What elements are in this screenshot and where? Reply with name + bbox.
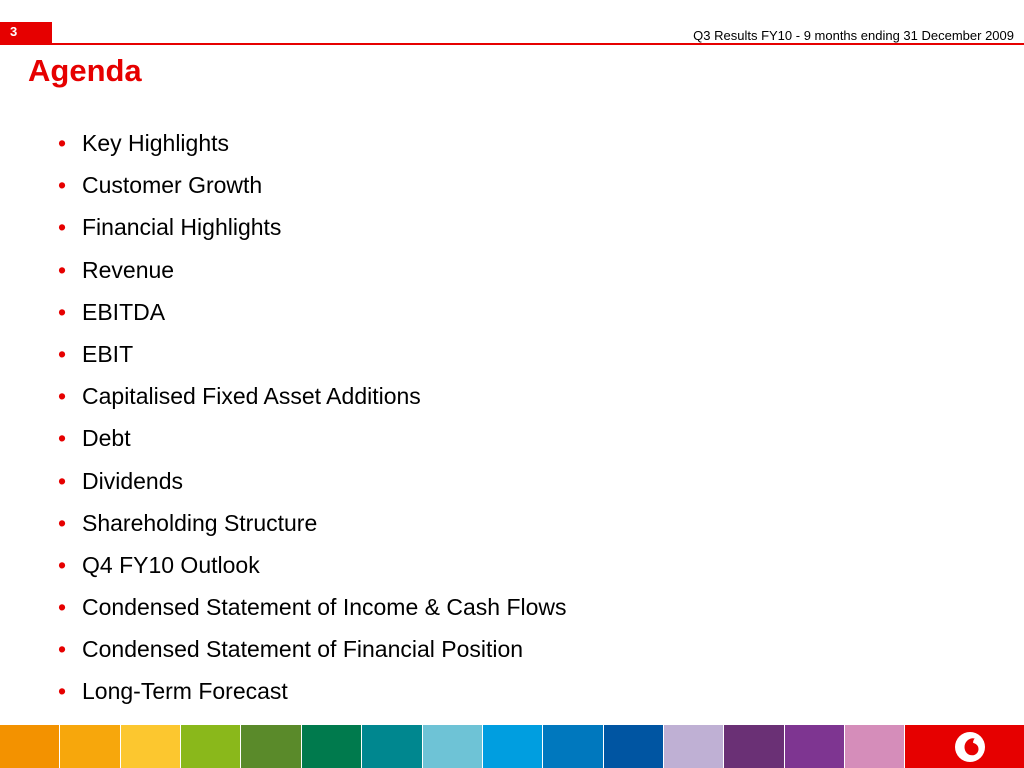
agenda-item — [58, 544, 567, 586]
footer-color-block — [423, 725, 483, 768]
footer-color-block — [362, 725, 422, 768]
agenda-item — [58, 164, 567, 206]
footer-color-block — [664, 725, 724, 768]
agenda-item — [58, 375, 567, 417]
bullet-icon: • — [58, 256, 67, 283]
bullet-icon: • — [58, 678, 67, 705]
bullet-icon: • — [58, 509, 67, 536]
bullet-icon: • — [58, 551, 67, 578]
footer-color-block — [845, 725, 905, 768]
agenda-item-label: EBITDA — [82, 298, 166, 325]
agenda-item — [58, 249, 567, 291]
footer-color-block — [241, 725, 301, 768]
footer-logo-block — [905, 725, 1024, 768]
agenda-item — [58, 291, 567, 333]
footer-color-block — [785, 725, 845, 768]
agenda-item — [58, 206, 567, 248]
agenda-item-label: Capitalised Fixed Asset Additions — [82, 383, 421, 410]
agenda-item-label: Financial Highlights — [82, 214, 282, 241]
agenda-item-label: Customer Growth — [82, 172, 263, 199]
bullet-icon: • — [58, 594, 67, 621]
bullet-icon: • — [58, 340, 67, 367]
bullet-icon: • — [58, 214, 67, 241]
agenda-item — [58, 417, 567, 459]
agenda-item-label: Shareholding Structure — [82, 509, 318, 536]
footer-color-block — [60, 725, 120, 768]
agenda-item-label: Q4 FY10 Outlook — [82, 551, 260, 578]
agenda-item-label: Condensed Statement of Financial Position — [82, 636, 524, 663]
agenda-item-label: Dividends — [82, 467, 183, 494]
footer-color-block — [604, 725, 664, 768]
bullet-icon: • — [58, 425, 67, 452]
bullet-icon: • — [58, 383, 67, 410]
footer-color-block — [724, 725, 784, 768]
agenda-item-label: EBIT — [82, 340, 134, 367]
bullet-icon: • — [58, 467, 67, 494]
agenda-item — [58, 502, 567, 544]
agenda-item-label: Key Highlights — [82, 130, 230, 156]
agenda-item-label: Condensed Statement of Income & Cash Flows — [82, 594, 567, 621]
bullet-icon: • — [58, 636, 67, 663]
agenda-item-label: Long-Term Forecast — [82, 678, 288, 705]
agenda-item — [58, 586, 567, 628]
page-number-badge: 3 — [0, 22, 52, 45]
header-rule — [52, 43, 1024, 45]
footer-color-bar — [0, 725, 1024, 768]
footer-color-block — [543, 725, 603, 768]
footer-color-block — [121, 725, 181, 768]
slide-title: Agenda — [28, 53, 142, 88]
footer-color-block — [181, 725, 241, 768]
footer-color-block — [302, 725, 362, 768]
header-subtitle: Q3 Results FY10 - 9 months ending 31 December 2009 — [693, 28, 1014, 43]
agenda-list — [58, 122, 567, 713]
agenda-item-label: Revenue — [82, 256, 175, 283]
vodafone-logo-icon — [954, 731, 986, 763]
agenda-item — [58, 670, 567, 712]
agenda-item — [58, 460, 567, 502]
agenda-item — [58, 333, 567, 375]
agenda-item-label: Debt — [82, 425, 131, 452]
agenda-item — [58, 628, 567, 670]
bullet-icon: • — [58, 172, 67, 199]
footer-color-block — [483, 725, 543, 768]
bullet-icon: • — [58, 130, 67, 156]
agenda-item — [58, 122, 567, 164]
footer-color-block — [0, 725, 60, 768]
bullet-icon: • — [58, 298, 67, 325]
